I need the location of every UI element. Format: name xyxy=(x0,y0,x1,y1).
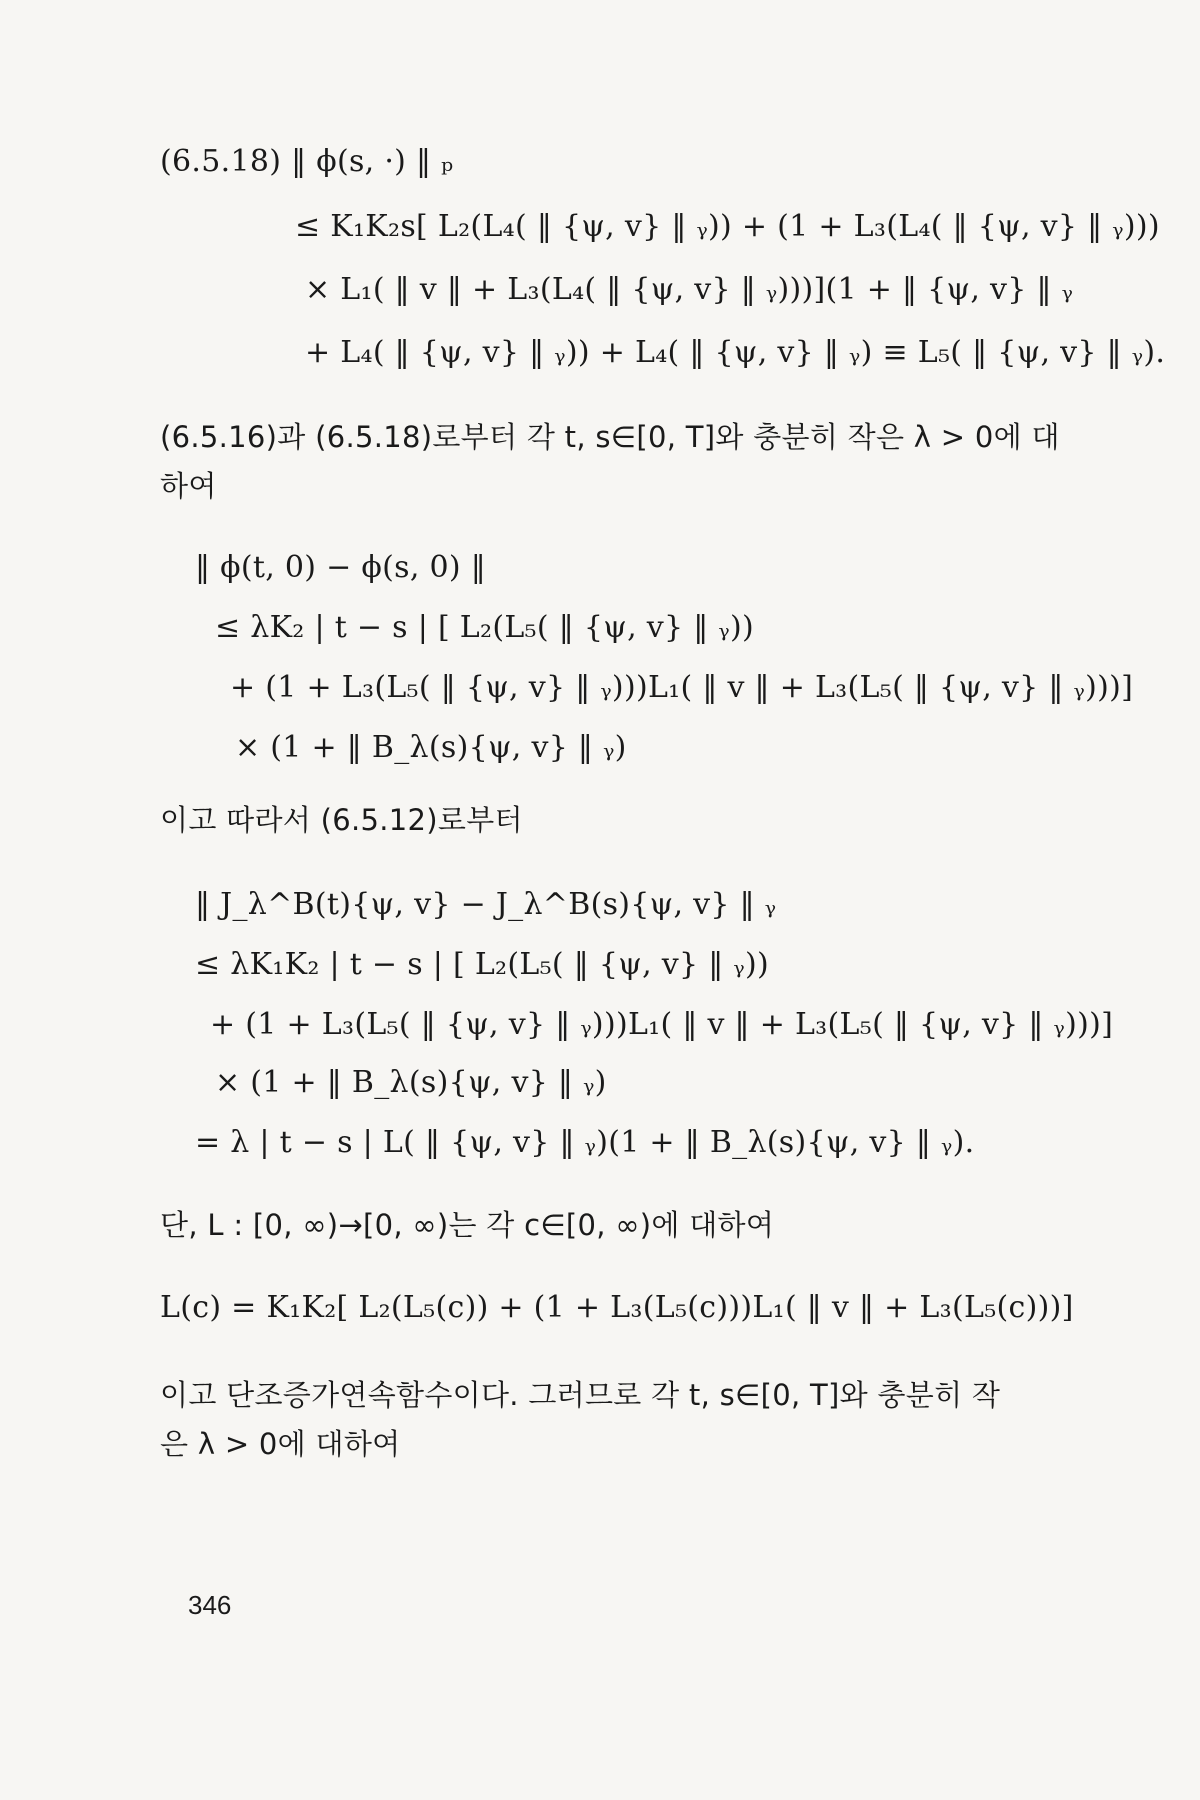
eq-resolvent-difference-line-2: + (1 + L₃(L₅( ‖ {ψ, v} ‖ ᵧ)))L₁( ‖ v ‖ + L₃(L₅( ‖ {ψ, v} ‖ ᵧ)))] xyxy=(210,1007,1114,1042)
paragraph-2: 이고 따라서 (6.5.12)로부터 xyxy=(160,803,523,837)
eq-phi-difference-label: ‖ ϕ(t, 0) − ϕ(s, 0) ‖ xyxy=(195,550,487,585)
paragraph-1-line-1: (6.5.16)과 (6.5.18)로부터 각 t, s∈[0, T]와 충분히 작은 λ > 0에 대 xyxy=(160,420,1060,454)
eq-resolvent-difference-label: ‖ J_λ^B(t){ψ, v} − J_λ^B(s){ψ, v} ‖ ᵧ xyxy=(195,887,777,922)
paragraph-3: 단, L : [0, ∞)→[0, ∞)는 각 c∈[0, ∞)에 대하여 xyxy=(160,1208,775,1242)
eq-6-5-18-line-2: × L₁( ‖ v ‖ + L₃(L₄( ‖ {ψ, v} ‖ ᵧ)))](1 + ‖ {ψ, v} ‖ ᵧ xyxy=(305,272,1074,307)
paragraph-4-line-2: 은 λ > 0에 대하여 xyxy=(160,1427,401,1461)
eq-resolvent-difference-line-3: × (1 + ‖ B_λ(s){ψ, v} ‖ ᵧ) xyxy=(215,1065,607,1100)
paragraph-4-line-1: 이고 단조증가연속함수이다. 그러므로 각 t, s∈[0, T]와 충분히 작 xyxy=(160,1378,1001,1412)
page-number: 346 xyxy=(188,1590,232,1620)
eq-phi-difference-line-2: + (1 + L₃(L₅( ‖ {ψ, v} ‖ ᵧ)))L₁( ‖ v ‖ + L₃(L₅( ‖ {ψ, v} ‖ ᵧ)))] xyxy=(230,670,1134,705)
eq-6-5-18-line-1: ≤ K₁K₂s[ L₂(L₄( ‖ {ψ, v} ‖ ᵧ)) + (1 + L₃(L₄( ‖ {ψ, v} ‖ ᵧ))) xyxy=(295,209,1160,244)
eq-L-definition: L(c) = K₁K₂[ L₂(L₅(c)) + (1 + L₃(L₅(c)))L₁( ‖ v ‖ + L₃(L₅(c)))] xyxy=(160,1290,1074,1325)
eq-resolvent-difference-line-4: = λ | t − s | L( ‖ {ψ, v} ‖ ᵧ)(1 + ‖ B_λ(s){ψ, v} ‖ ᵧ). xyxy=(195,1125,975,1160)
eq-phi-difference-line-3: × (1 + ‖ B_λ(s){ψ, v} ‖ ᵧ) xyxy=(235,730,627,765)
paragraph-1-line-2: 하여 xyxy=(160,469,217,503)
eq-6-5-18-label: (6.5.18) ‖ ϕ(s, ·) ‖ ₚ xyxy=(160,144,454,179)
eq-resolvent-difference-line-1: ≤ λK₁K₂ | t − s | [ L₂(L₅( ‖ {ψ, v} ‖ ᵧ)) xyxy=(195,947,769,982)
eq-6-5-18-line-3: + L₄( ‖ {ψ, v} ‖ ᵧ)) + L₄( ‖ {ψ, v} ‖ ᵧ) ≡ L₅( ‖ {ψ, v} ‖ ᵧ). xyxy=(305,335,1166,370)
eq-phi-difference-line-1: ≤ λK₂ | t − s | [ L₂(L₅( ‖ {ψ, v} ‖ ᵧ)) xyxy=(215,610,754,645)
